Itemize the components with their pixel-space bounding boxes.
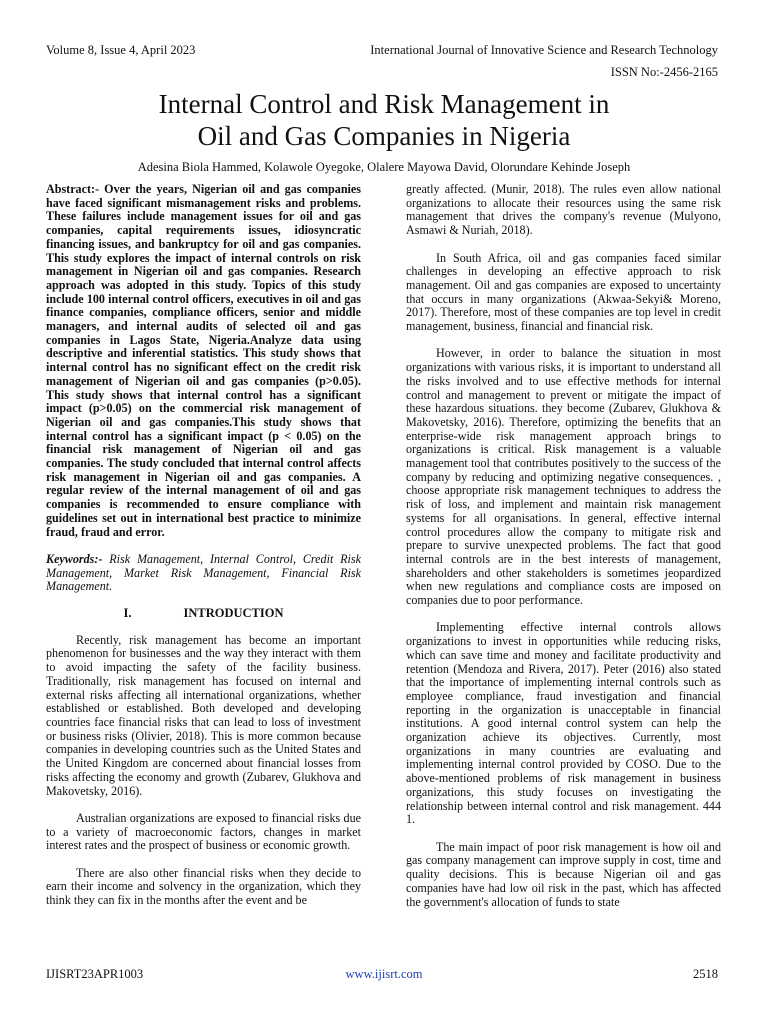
body-paragraph: However, in order to balance the situation in most organizations with various risks, it is important to understand all the risks involved and to use effective methods for internal control and management to prevent or mitigate the impact of these hazardous situations. they become (Zubarev, Glukhova & Makovetsky, 2016). Therefore, optimizing the benefits that an enterprise-wide risk management approach brings to organizations is critical. Risk management is a valuable management tool that contributes positively to the success of the company by reducing and optimizing negative consequences. , choose appropriate risk management techniques to address the risk of loss, and implement and maintain risk management systems for all organisations. In general, effective internal control procedures allow the company to mitigate risk and prepare to survive unexpected problems. The fact that good internal controls are in the best interests of management, shareholders and other stakeholders is sometimes jeopardized when new regulations and compliance costs are imposed on companies due to poor performance. [406,346,721,608]
paper-title-line-1: Internal Control and Risk Management in [158,89,610,119]
author-list: Adesina Biola Hammed, Kolawole Oyegoke, Olalere Mayowa David, Olorundare Kehinde Joseph [137,160,631,174]
section-title: INTRODUCTION [183,606,284,621]
section-number: I. [123,606,132,621]
keywords-text: Risk Management, Internal Control, Credit Risk Management, Market Risk Management, Financial Risk Management. [46,551,361,594]
body-paragraph: In South Africa, oil and gas companies faced similar challenges in developing an effective approach to risk management. Oil and gas companies are exposed to uncertainty that occurs in many organizations (Akwaa-Sekyi& Moreno, 2017). Therefore, most of these companies are top level in credit management, business, financial and financial risk. [406,250,721,334]
body-paragraph: Australian organizations are exposed to financial risks due to a variety of macroeconomic factors, changes in market interest rates and the prospect of business or economic growth. [46,810,361,853]
right-column [406,183,721,909]
page-number: 2518 [693,967,718,981]
body-paragraph: Recently, risk management has become an important phenomenon for businesses and the way they interact with them to avoid impacting the safety of the facility business. Traditionally, risk management has focused on internal and external risks affecting all international organizations, whether established or established. Both developed and developing countries face financial risks that can lead to loss of investment or business risks (Olivier, 2018). This is more common because companies in developing countries such as the United States and the United Kingdom are concerned about financial losses from risks affecting the economy and growth (Zubarev, Glukhova and Makovetsky, 2016). [46,632,361,798]
body-paragraph: The main impact of poor risk management is how oil and gas company management can improve supply in cost, time and quality decisions. This is because Nigerian oil and gas companies have had low oil risk in the past, which has affected the government's allocation of funds to state [406,839,721,909]
keywords-label: Keywords:- [46,551,103,566]
abstract-label: Abstract:- [46,182,100,196]
issn-label: ISSN No:-2456-2165 [610,65,718,79]
footer-paper-id: IJISRT23APR1003 [46,967,144,981]
keywords [46,553,361,594]
paper-title [40,88,728,152]
left-column [46,183,361,908]
running-header-volume: Volume 8, Issue 4, April 2023 [46,43,196,57]
section-heading [46,607,361,621]
body-paragraph: greatly affected. (Munir, 2018). The rules even allow national organizations to allocate their resources using the same risk management that drives the company's revenue (Mulyono, Asmawi & Nuriah, 2018). [406,182,721,238]
body-paragraph: There are also other financial risks when they decide to earn their income and solvency in the organization, which they think they can fix in the months after the event and be [46,865,361,908]
paper-title-line-2: Oil and Gas Companies in Nigeria [197,121,571,151]
abstract [46,183,361,539]
abstract-text: Over the years, Nigerian oil and gas companies have faced significant mismanagement risks and problems. These failures include management issues for oil and gas companies, capital requirements issues, idiosyncratic financing issues, and bankruptcy for oil and gas companies. This study explores the impact of internal controls on risk management in Nigerian oil and gas companies. Research approach was adopted in this study. Topics of this study include 100 internal control officers, executives in oil and gas finance companies, compliance officers, senior and middle managers, and internal audits of selected oil and gas companies in Lagos State, Nigeria.Analyze data using descriptive and inferential statistics. This study shows that internal control has no significant effect on the credit risk management of Nigerian oil and gas companies (p>0.05). This study shows that internal control has a significant impact (p>0.05) on the commercial risk management of Nigerian oil and gas companies.This study shows that internal control has a significant impact (p < 0.05) on the financial risk management of Nigerian oil and gas companies. The study concluded that internal control affects risk management in Nigerian oil and gas companies. A regular review of the internal management of oil and gas companies is recommended to ensure compliance with guidelines set out in international best practice to minimize fraud, fraud and error. [46,182,361,539]
running-header-journal: International Journal of Innovative Science and Research Technology [370,43,718,57]
footer-website-link[interactable]: www.ijisrt.com [345,967,423,981]
body-paragraph: Implementing effective internal controls allows organizations to invest in opportunities while reducing risks, which can save time and money and facilitate productivity and retention (Mendoza and Rivera, 2017). Peter (2016) also stated that the importance of implementing internal controls such as employee compliance, fraud investigation and financial reporting in the organization is unacceptable in financial institutions. A good internal control system can help the organization achieve its objectives. Currently, most organizations in many countries are evaluating and implementing internal control provided by COSO. Due to the above-mentioned problems of risk management in business organizations, this study focuses on investigating the relationship between internal control and risk management. 444 1. [406,620,721,827]
